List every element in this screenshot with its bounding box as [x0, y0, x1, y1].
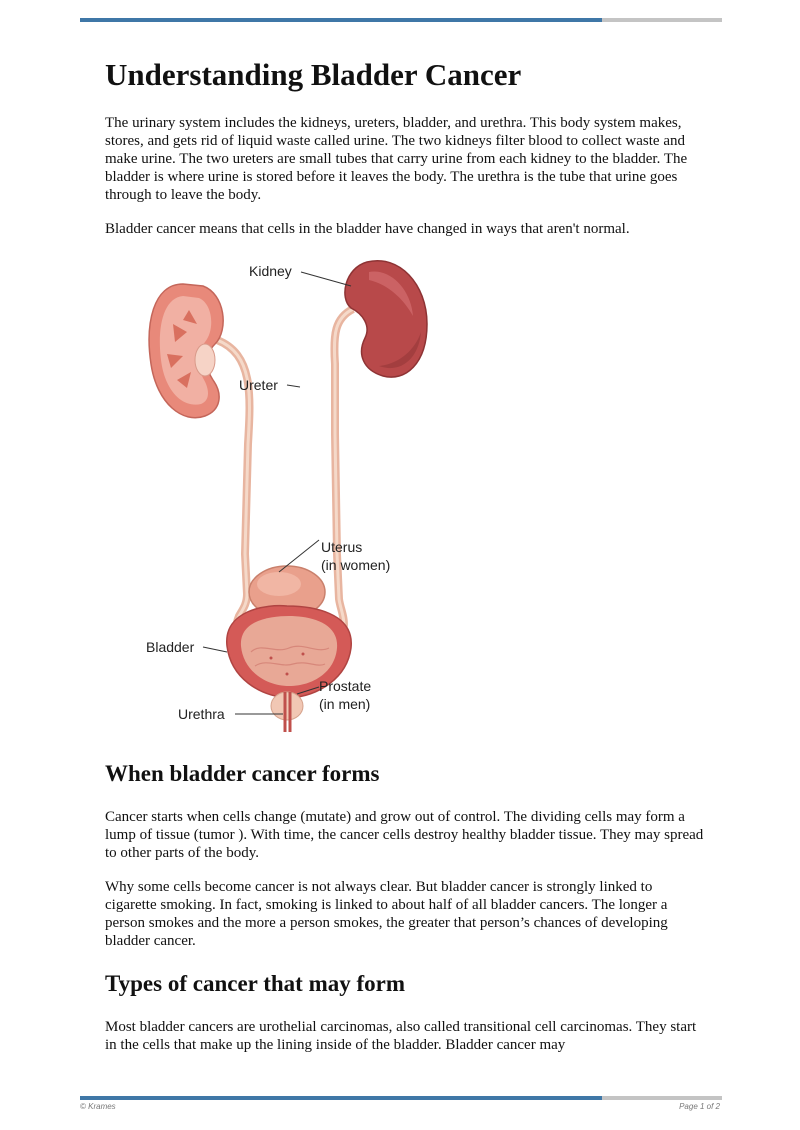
top-rule-tail: [602, 18, 722, 22]
label-urethra: Urethra: [178, 706, 225, 722]
bottom-rule-accent: [80, 1096, 602, 1100]
urinary-system-illustration: [143, 254, 463, 732]
document-body: [105, 56, 705, 1054]
label-prostate: Prostate: [319, 678, 372, 694]
bottom-rule-tail: [602, 1096, 722, 1100]
label-bladder: Bladder: [146, 639, 195, 655]
footer-copyright: © Krames: [80, 1102, 116, 1111]
label-uterus-note: (in women): [321, 557, 391, 573]
right-kidney-icon: [345, 261, 427, 377]
label-prostate-note: (in men): [319, 696, 371, 712]
section-heading-forms: When bladder cancer forms: [105, 761, 380, 786]
page-title: Understanding Bladder Cancer: [105, 57, 522, 92]
label-ureter: Ureter: [239, 377, 278, 393]
intro-paragraph-2: Bladder cancer means that cells in the bladder have changed in ways that aren't normal.: [105, 221, 630, 237]
intro-paragraph-1: The urinary system includes the kidneys, ureters, bladder, and urethra. This body system makes, stores, and gets rid of liquid waste called urine. The two kidneys filter blood to collect waste and make urine. The two ureters are small tubes that carry urine from each kidney to the bladder. The bladder is where urine is stored before it leaves the body. The urethra is the tube that urine goes through to leave the body.: [105, 115, 688, 203]
top-rule-accent: [80, 18, 602, 22]
forms-paragraph-1: Cancer starts when cells change (mutate) and grow out of control. The dividing cells may form a lump of tissue (tumor ). With time, the cancer cells destroy healthy bladder tissue. They may spread to other parts of the body.: [105, 809, 704, 861]
label-kidney: Kidney: [249, 263, 292, 279]
top-rule: [80, 18, 722, 22]
bottom-rule: [80, 1096, 722, 1100]
footer-page-number: Page 1 of 2: [679, 1102, 720, 1111]
section-heading-types: Types of cancer that may form: [105, 971, 405, 996]
left-kidney-icon: [149, 284, 223, 418]
forms-paragraph-2: Why some cells become cancer is not always clear. But bladder cancer is strongly linked to cigarette smoking. In fact, smoking is linked to about half of all bladder cancers. The longer a person smokes and the more a person smokes, the greater that person’s chances of developing bladder cancer.: [105, 879, 668, 949]
label-uterus: Uterus: [321, 539, 363, 555]
types-paragraph-1: Most bladder cancers are urothelial carcinomas, also called transitional cell carcinomas. They start in the cells that make up the lining inside of the bladder. Bladder cancer may: [105, 1019, 697, 1053]
urinary-system-svg: [143, 254, 463, 732]
prostate-icon: [271, 692, 303, 720]
